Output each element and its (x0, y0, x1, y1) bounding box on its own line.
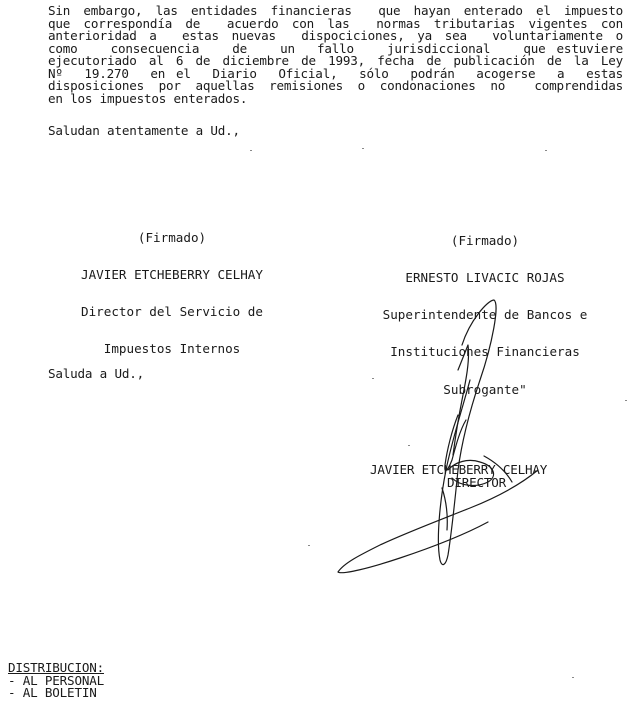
scan-speck (408, 445, 410, 446)
signatory-right-name: ERNESTO LIVACIC ROJAS (405, 270, 565, 286)
signatory-left-title-2: Impuestos Internos (103, 341, 241, 357)
signatory-right-title-1: Superintendente de Bancos e (382, 307, 588, 323)
scan-speck (308, 545, 310, 546)
scan-speck (545, 150, 547, 151)
paragraph-line: anterioridad a estas nuevas dispociciones, ya sea voluntariamente o (48, 28, 623, 43)
scan-speck (625, 400, 627, 401)
scan-speck (250, 150, 252, 151)
signer-title: DIRECTOR (447, 475, 507, 490)
scan-speck (362, 148, 364, 149)
paragraph-line: ejecutoriado al 6 de diciembre de 1993, fecha de publicación de la Ley (48, 53, 623, 68)
paragraph-line: que correspondía de acuerdo con las normas tributarias vigentes con (48, 16, 623, 31)
paragraph-line: disposiciones por aquellas remisiones o condonaciones no comprendidas (48, 78, 623, 93)
paragraph-line: como consecuencia de un fallo jurisdiccional que estuviere (48, 41, 623, 56)
signatory-left-title-1: Director del Servicio de (81, 304, 263, 320)
distribution-item: - AL PERSONAL (8, 673, 104, 688)
paragraph-line: Sin embargo, las entidades financieras que hayan enterado el impuesto (48, 3, 623, 18)
paragraph-line: en los impuestos enterados. (48, 91, 248, 106)
closing-text: Saludan atentamente a Ud., (48, 123, 240, 138)
scan-speck (372, 378, 374, 379)
paragraph-line: Nº 19.270 en el Diario Oficial, sólo podrán acogerse a estas (48, 66, 623, 81)
salutation-text: Saluda a Ud., (48, 366, 144, 381)
signer-name: JAVIER ETCHEBERRY CELHAY (370, 462, 548, 477)
scan-speck (572, 677, 574, 678)
signatory-right-status: (Firmado) (450, 232, 520, 248)
signatory-left-status: (Firmado) (137, 229, 207, 245)
signatory-right-title-2: Instituciones Financieras (390, 344, 580, 360)
distribution-heading: DISTRIBUCION: (8, 660, 104, 675)
distribution-item: - AL BOLETIN (8, 685, 97, 700)
signatory-left-name: JAVIER ETCHEBERRY CELHAY (81, 267, 263, 283)
signatory-right-title-3: Subrogante" (443, 381, 527, 397)
